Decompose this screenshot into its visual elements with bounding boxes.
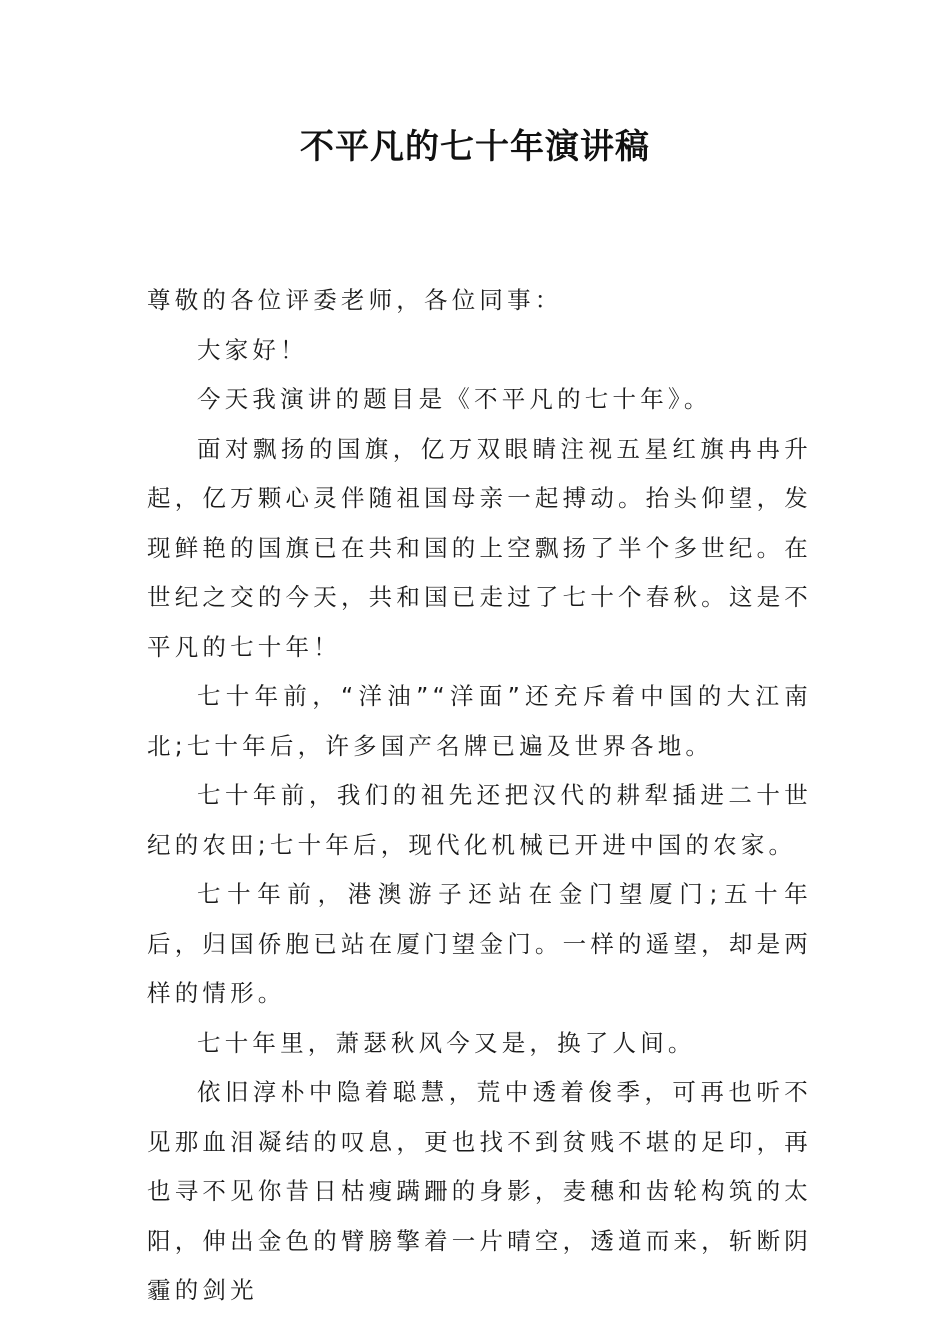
document-title: 不平凡的七十年演讲稿: [300, 127, 650, 167]
greeting: 大家好！: [197, 335, 308, 364]
paragraph-changes: 七十年里，萧瑟秋风今又是，换了人间。: [197, 1028, 696, 1057]
speech-body: [147, 276, 812, 1316]
salutation: 尊敬的各位评委老师，各位同事：: [147, 286, 563, 314]
paragraph-brands: 七十年前，“洋油”“洋面”还充斥着中国的大江南北;七十年后，许多国产名牌已遍及世界各地。: [147, 682, 812, 760]
paragraph-topic: 今天我演讲的题目是《不平凡的七十年》。: [197, 385, 712, 413]
paragraph-flag: 面对飘扬的国旗，亿万双眼睛注视五星红旗冉冉升起，亿万颗心灵伴随祖国母亲一起搏动。抬头仰望，发现鲜艳的国旗已在共和国的上空飘扬了半个多世纪。在世纪之交的今天，共和国已走过了七十个春秋。这是不平凡的七十年！: [147, 434, 812, 661]
paragraph-wisdom: 依旧淳朴中隐着聪慧，荒中透着俊季，可再也听不见那血泪凝结的叹息，更也找不到贫贱不堪的足印，再也寻不见你昔日枯瘦蹒跚的身影，麦穗和齿轮构筑的太阳，伸出金色的臂膀擎着一片晴空，透道而来，斩断阴霾的剑光: [147, 1078, 812, 1304]
paragraph-compatriots: 七十年前，港澳游子还站在金门望厦门;五十年后，归国侨胞已站在厦门望金门。一样的遥望，却是两样的情形。: [147, 880, 812, 1007]
paragraph-farming: 七十年前，我们的祖先还把汉代的耕犁插进二十世纪的农田;七十年后，现代化机械已开进中国的农家。: [147, 781, 812, 859]
